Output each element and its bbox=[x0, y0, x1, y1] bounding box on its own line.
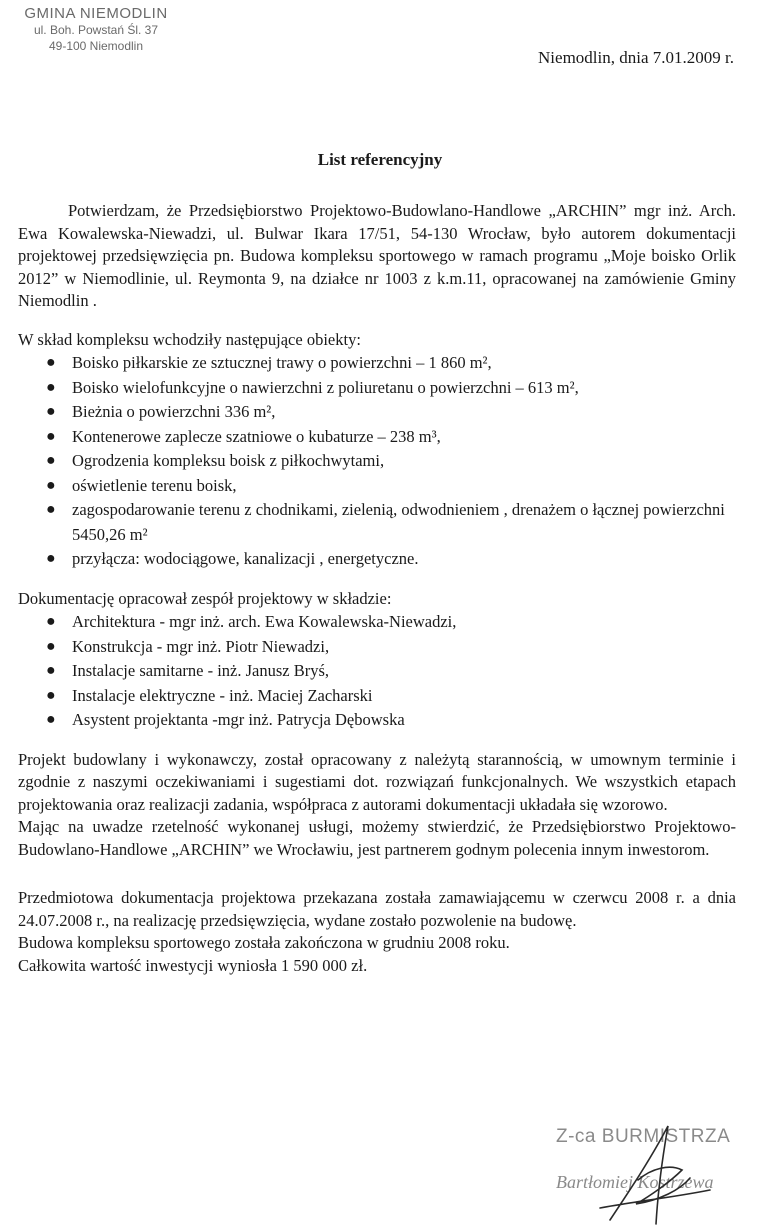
team-list bbox=[18, 610, 736, 733]
total-value-paragraph: Całkowita wartość inwestycji wyniosła 1 590 000 zł. bbox=[18, 955, 368, 975]
quality-paragraph: Projekt budowlany i wykonawczy, został opracowany z należytą starannością, w umownym terminie i zgodnie z naszymi oczekiwaniami i sugestiami dot. rozwiązań funkcjonalnych. We wszystkich etapach projektowania oraz realizacji zadania, współpraca z autorami dokumentacji układała się wzorowo. bbox=[18, 749, 736, 814]
stamp-line-2: ul. Boh. Powstań Śl. 37 bbox=[33, 23, 159, 37]
stamp-line-3: 49-100 Niemodlin bbox=[48, 39, 144, 53]
bullet-icon: ● bbox=[46, 501, 56, 518]
list-item: ● Konstrukcja - mgr inż. Piotr Niewadzi, bbox=[18, 635, 736, 660]
list-item: ● Bieżnia o powierzchni 336 m², bbox=[18, 400, 736, 425]
intro-paragraph: Potwierdzam, że Przedsiębiorstwo Projektowo-Budowlano-Handlowe „ARCHIN” mgr inż. Arch. Ewa Kowalewska-Niewadzi, ul. Bulwar Ikara 17/51, 54-130 Wrocław, było autorem dokumentacji projektowej przedsięwzięcia pn. Budowa kompleksu sportowego w ramach programu „Moje boisko Orlik 2012” w Niemodlinie, ul. Reymonta 9, na działce nr 1003 z k.m.11, opracowanej na zamówienie Gminy Niemodlin . bbox=[18, 201, 736, 310]
list-item: ● oświetlenie terenu boisk, bbox=[18, 474, 736, 499]
objects-list bbox=[18, 351, 736, 572]
list-item: ● Boisko piłkarskie ze sztucznej trawy o powierzchni – 1 860 m², bbox=[18, 351, 736, 376]
bullet-icon: ● bbox=[46, 403, 56, 420]
bullet-icon: ● bbox=[46, 662, 56, 679]
bullet-icon: ● bbox=[46, 378, 56, 396]
bullet-icon: ● bbox=[46, 686, 56, 704]
team-heading: Dokumentację opracował zespół projektowy w składzie: bbox=[18, 588, 392, 608]
signature-block bbox=[540, 1120, 760, 1220]
list-item: ● Architektura - mgr inż. arch. Ewa Kowalewska-Niewadzi, bbox=[18, 610, 736, 635]
bullet-icon: ● bbox=[46, 427, 56, 445]
place-and-date: Niemodlin, dnia 7.01.2009 r. bbox=[538, 48, 734, 67]
permit-paragraph: Przedmiotowa dokumentacja projektowa przekazana została zamawiającemu w czerwcu 2008 r. a dnia 24.07.2008 r., na realizację przedsięwzięcia, wydane zostało pozwolenie na budowę. bbox=[18, 888, 736, 930]
letter-body bbox=[18, 200, 736, 977]
list-item: ● Instalacje elektryczne - inż. Maciej Zacharski bbox=[18, 684, 736, 709]
list-item: ● Asystent projektanta -mgr inż. Patrycja Dębowska bbox=[18, 708, 736, 733]
list-item: ● Boisko wielofunkcyjne o nawierzchni z poliuretanu o powierzchni – 613 m², bbox=[18, 376, 736, 401]
objects-heading: W skład kompleksu wchodziły następujące obiekty: bbox=[18, 329, 361, 349]
handwritten-signature-icon bbox=[540, 1120, 760, 1228]
bullet-icon: ● bbox=[46, 613, 56, 630]
list-item: ● Instalacje samitarne - inż. Janusz Bryś, bbox=[18, 659, 736, 684]
list-item: ● Kontenerowe zaplecze szatniowe o kubaturze – 238 m³, bbox=[18, 425, 736, 450]
bullet-icon: ● bbox=[46, 452, 56, 469]
signatory-name: Bartłomiej Kostrzewa bbox=[556, 1172, 714, 1192]
bullet-icon: ● bbox=[46, 637, 56, 655]
recommendation-paragraph: Mając na uwadze rzetelność wykonanej usługi, możemy stwierdzić, że Przedsiębiorstwo Projektowo-Budowlano-Handlowe „ARCHIN” we Wrocławiu, jest partnerem godnym polecenia innym inwestorom. bbox=[18, 817, 736, 859]
bullet-icon: ● bbox=[46, 354, 56, 371]
list-item: ● Ogrodzenia kompleksu boisk z piłkochwytami, bbox=[18, 449, 736, 474]
bullet-icon: ● bbox=[46, 550, 56, 567]
list-item: ● przyłącza: wodociągowe, kanalizacji , energetyczne. bbox=[18, 547, 736, 572]
bullet-icon: ● bbox=[46, 476, 56, 494]
issuer-stamp bbox=[6, 6, 186, 54]
completion-paragraph: Budowa kompleksu sportowego została zakończona w grudniu 2008 roku. bbox=[18, 933, 510, 952]
stamp-line-1: GMINA NIEMODLIN bbox=[24, 5, 168, 22]
bullet-icon: ● bbox=[46, 711, 56, 728]
list-item: ● zagospodarowanie terenu z chodnikami, zielenią, odwodnieniem , drenażem o łącznej powierzchni 5450,26 m² bbox=[46, 500, 725, 544]
signatory-role: Z-ca BURMISTRZA bbox=[556, 1126, 731, 1147]
document-title: List referencyjny bbox=[317, 150, 443, 169]
